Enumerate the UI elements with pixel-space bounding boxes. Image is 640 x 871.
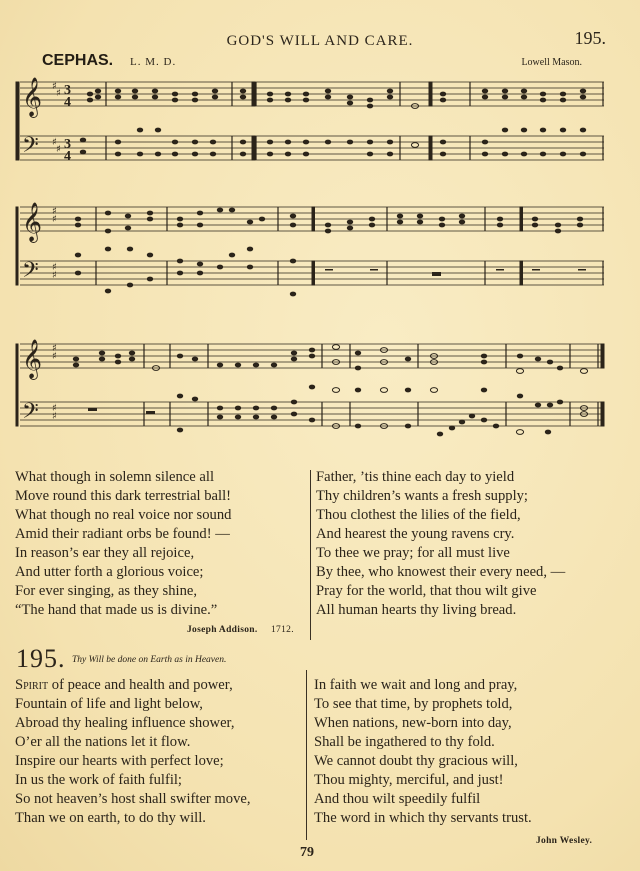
verse-line: Thou mighty, merciful, and just! <box>314 772 504 788</box>
hymn-title: Thy Will be done on Earth as in Heaven. <box>72 655 227 665</box>
verse-line: In reason’s ear they all rejoice, <box>15 545 195 561</box>
verse-line: To thee we pray; for all must live <box>316 545 510 561</box>
svg-text:♯: ♯ <box>56 88 61 99</box>
svg-text:𝄢: 𝄢 <box>22 133 39 163</box>
svg-text:𝄞: 𝄞 <box>22 202 43 242</box>
svg-text:♯: ♯ <box>52 351 57 362</box>
svg-text:𝄞: 𝄞 <box>22 339 43 379</box>
svg-text:♯: ♯ <box>52 262 57 273</box>
prev-hymn-left-verse <box>15 468 231 620</box>
svg-text:𝄢: 𝄢 <box>22 399 39 429</box>
verse-line: All human hearts thy living bread. <box>316 602 517 618</box>
verse-line: Thou clothest the lilies of the field, <box>316 507 521 523</box>
verse-line: In faith we wait and long and pray, <box>314 677 518 693</box>
music-score <box>0 68 640 453</box>
tune-meter: L. M. D. <box>130 56 177 68</box>
score-system-1 <box>16 77 604 164</box>
verse-line: Than we on earth, to do thy will. <box>15 810 206 826</box>
verse-line: Abroad thy healing influence shower, <box>15 715 235 731</box>
svg-text:3: 3 <box>64 137 71 152</box>
svg-text:♯: ♯ <box>52 403 57 414</box>
svg-text:♯: ♯ <box>56 144 61 155</box>
verse-line: And utter forth a glorious voice; <box>15 564 204 580</box>
score-system-3 <box>16 339 604 436</box>
verse-line: And thou wilt speedily fulfil <box>314 791 481 807</box>
svg-text:♯: ♯ <box>52 137 57 148</box>
page-number: 79 <box>300 845 314 860</box>
svg-text:3: 3 <box>64 83 71 98</box>
svg-text:4: 4 <box>64 95 71 110</box>
hymn-195-left-verse <box>15 676 251 828</box>
verse-line: Thy children’s wants a fresh supply; <box>316 488 528 504</box>
verse-line: What though in solemn silence all <box>15 469 214 485</box>
svg-text:♯: ♯ <box>52 343 57 354</box>
column-divider-top <box>310 470 311 640</box>
hymn-195-attribution: John Wesley. <box>536 836 593 846</box>
verse-line: Father, ’tis thine each day to yield <box>316 469 515 485</box>
verse-line: For ever singing, as they shine, <box>15 583 197 599</box>
svg-text:𝄢: 𝄢 <box>22 258 39 288</box>
svg-text:♯: ♯ <box>52 214 57 225</box>
svg-text:♯: ♯ <box>52 206 57 217</box>
verse-line: The word in which thy servants trust. <box>314 810 532 826</box>
verse-line: And hearest the young ravens cry. <box>316 526 515 542</box>
verse-line: Shall be ingathered to thy fold. <box>314 734 495 750</box>
verse-line: We cannot doubt thy gracious will, <box>314 753 518 769</box>
svg-text:♯: ♯ <box>52 81 57 92</box>
verse-line: When nations, new-born into day, <box>314 715 512 731</box>
verse-line: Inspire our hearts with perfect love; <box>15 753 224 769</box>
first-word: Spirit <box>15 677 49 693</box>
verse-line: Spirit of peace and health and power, <box>15 677 233 693</box>
verse-line: “The hand that made us is divine.” <box>15 602 218 618</box>
prev-hymn-right-verse <box>316 468 565 620</box>
svg-text:𝄞: 𝄞 <box>22 77 43 117</box>
running-title: GOD'S WILL AND CARE. <box>226 33 414 49</box>
verse-line: To see that time, by prophets told, <box>314 696 513 712</box>
verse-line: Move round this dark terrestrial ball! <box>15 488 232 504</box>
verse-line: Pray for the world, that thou wilt give <box>316 583 537 599</box>
verse-line: Fountain of life and light below, <box>15 696 203 712</box>
svg-text:4: 4 <box>64 149 71 164</box>
verse-line: In us the work of faith fulfil; <box>15 772 182 788</box>
page-hymn-number: 195. <box>574 28 606 48</box>
hymn-195-right-verse <box>314 676 532 828</box>
tune-name: CEPHAS. <box>42 52 114 69</box>
verse-line: What though no real voice nor sound <box>15 507 232 523</box>
prev-hymn-year: 1712. <box>271 625 294 635</box>
verse-line: By thee, who knowest their every need, — <box>316 564 566 580</box>
prev-hymn-attribution: Joseph Addison. <box>187 625 258 635</box>
composer: Lowell Mason. <box>521 57 582 68</box>
svg-text:♯: ♯ <box>52 270 57 281</box>
column-divider-bottom <box>306 670 307 840</box>
verse-line: O’er all the nations let it flow. <box>15 734 191 750</box>
hymn-number: 195. <box>16 644 66 673</box>
score-system-2 <box>16 202 604 296</box>
verse-line: Amid their radiant orbs be found! — <box>15 526 230 542</box>
svg-text:♯: ♯ <box>52 411 57 422</box>
verse-line: So not heaven’s host shall swifter move, <box>15 791 251 807</box>
